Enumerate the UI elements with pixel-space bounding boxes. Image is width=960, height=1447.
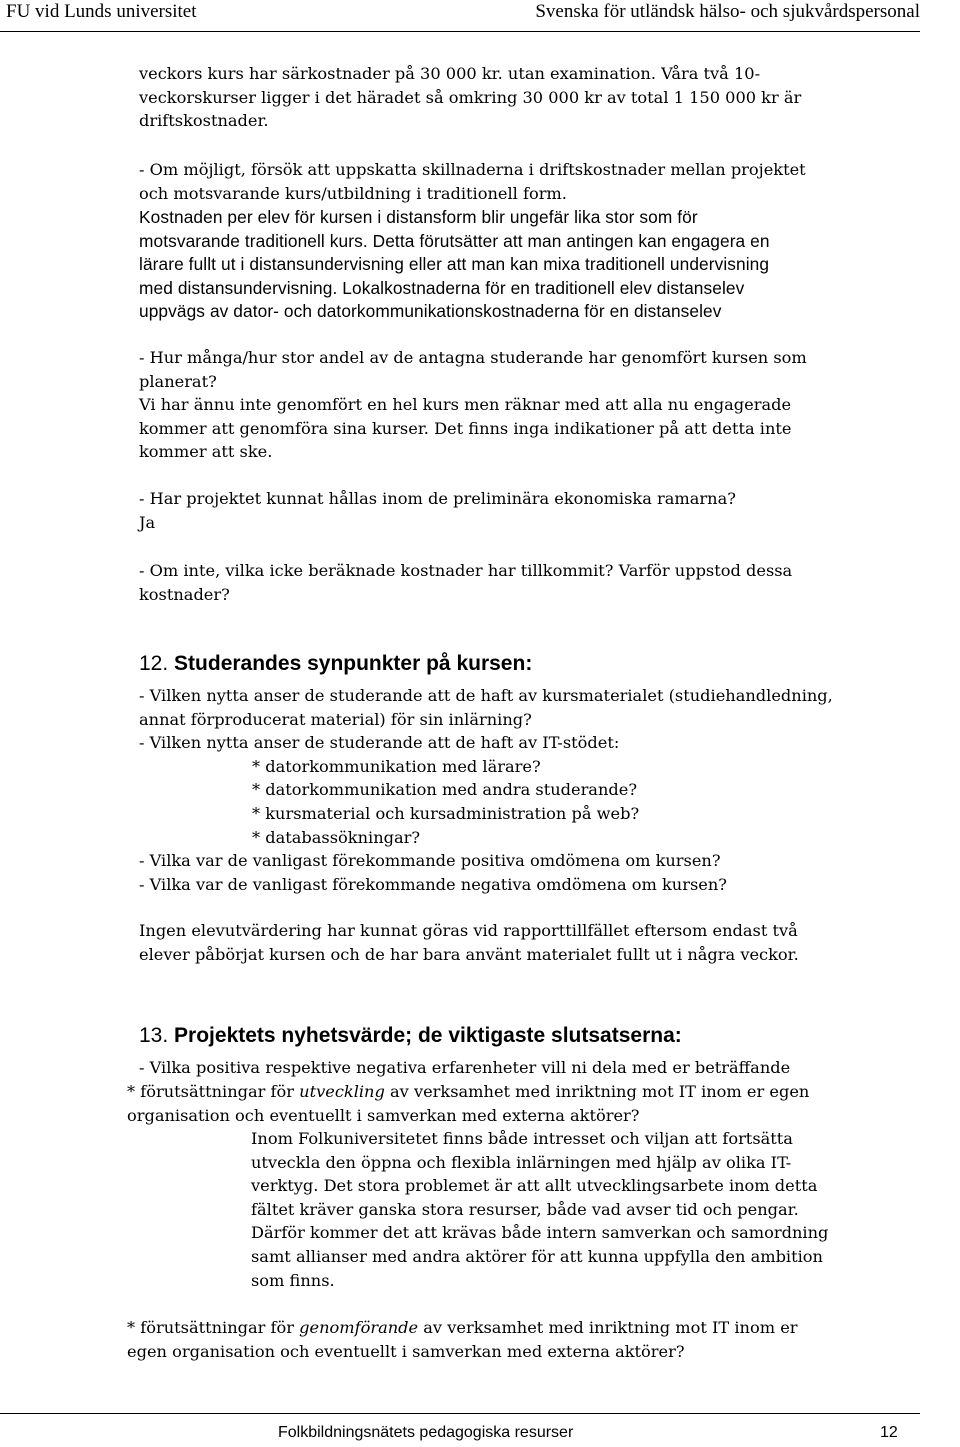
text-line: egen organisation och eventuellt i samverkan med externa aktörer? xyxy=(127,1341,685,1361)
text-line: och motsvarande kurs/utbildning i traditionell form. xyxy=(139,183,567,203)
text-line: Därför kommer det att krävas både intern samverkan och samordning xyxy=(251,1223,829,1243)
page-header xyxy=(0,0,960,32)
text-line: - Om inte, vilka icke beräknade kostnader har tillkommit? Varför uppstod dessa xyxy=(139,561,793,580)
text-line: - Vilken nytta anser de studerande att de haft av IT-stödet: xyxy=(139,733,620,753)
page-number: 12 xyxy=(880,1424,898,1441)
section-12-heading xyxy=(139,652,532,676)
section-13-heading xyxy=(139,1024,682,1048)
text-line: kommer att genomföra sina kurser. Det finns inga indikationer på att detta inte xyxy=(139,418,792,438)
section-13-answer xyxy=(251,1127,960,1292)
text-line: lärare fullt ut i distansundervisning eller att man kan mixa traditionell undervisning xyxy=(139,254,770,275)
text-fragment: * förutsättningar för xyxy=(127,1318,300,1337)
list-item: * datorkommunikation med lärare? xyxy=(252,756,541,776)
text-line: kommer att ske. xyxy=(139,442,273,462)
text-line: veckors kurs har särkostnader på 30 000 kr. utan examination. Våra två 10- xyxy=(139,64,761,83)
list-item: * databassökningar? xyxy=(252,827,421,847)
text-line: driftskostnader. xyxy=(139,111,269,131)
section-number: 13. xyxy=(139,1024,169,1047)
text-line: - Har projektet kunnat hållas inom de preliminära ekonomiska ramarna? xyxy=(139,489,736,508)
text-line: elever påbörjat kursen och de har bara använt materialet fullt ut i några veckor. xyxy=(139,944,799,964)
list-item: * datorkommunikation med andra studerande? xyxy=(252,780,638,800)
text-line: Inom Folkuniversitetet finns både intresset och viljan att fortsätta xyxy=(251,1129,793,1148)
answer-kostnad xyxy=(139,206,929,324)
text-fragment: med distansundervisning. xyxy=(139,277,343,298)
text-line xyxy=(127,1316,907,1340)
section-title: Projektets nyhetsvärde; de viktigaste slutsatserna: xyxy=(174,1024,682,1047)
text-line: - Vilken nytta anser de studerande att de haft av kursmaterialet (studiehandledning, xyxy=(139,686,833,705)
text-line: uppvägs av dator- och datorkommunikationskostnaderna för en distanselev xyxy=(139,301,722,322)
text-line xyxy=(139,230,929,254)
text-line: kostnader? xyxy=(139,584,230,604)
text-line: samt allianser med andra aktörer för att kunna uppfylla den ambition xyxy=(251,1246,823,1266)
text-fragment: av verksamhet med inriktning mot IT inom er egen xyxy=(384,1082,810,1101)
footer-text: Folkbildningsnätets pedagogiska resurser xyxy=(278,1424,574,1441)
text-fragment: * förutsättningar för xyxy=(127,1082,300,1101)
text-line: Vi har ännu inte genomfört en hel kurs men räknar med att alla nu engagerade xyxy=(139,395,792,415)
section-number: 12. xyxy=(139,652,169,675)
text-line: fältet kräver ganska stora resurser, både vad avser tid och pengar. xyxy=(251,1199,799,1219)
text-fragment: motsvarande traditionell kurs. xyxy=(139,230,373,251)
question-driftskostnader xyxy=(139,158,919,205)
text-line xyxy=(127,1080,907,1104)
text-line: - Vilka positiva respektive negativa erfarenheter vill ni dela med er beträffande xyxy=(139,1058,791,1077)
text-fragment: Lokalkostnaderna för en traditionell elev distanselev xyxy=(342,277,745,298)
intro-paragraph xyxy=(139,62,919,133)
text-line: - Vilka var de vanligast förekommande positiva omdömena om kursen? xyxy=(139,851,721,871)
text-line xyxy=(139,277,929,301)
text-line: verktyg. Det stora problemet är att allt utvecklingsarbete inom detta xyxy=(251,1176,818,1196)
header-rule xyxy=(0,31,920,32)
section-13-question-genomforande xyxy=(127,1316,907,1363)
text-fragment: Detta förutsätter att man antingen kan engagera en xyxy=(372,230,770,251)
header-course-title: Svenska för utländsk hälso- och sjukvårdspersonal xyxy=(535,1,920,22)
text-line: - Hur många/hur stor andel av de antagna studerande har genomfört kursen som xyxy=(139,348,807,367)
text-line: veckorskurser ligger i det häradet så omkring 30 000 kr av total 1 150 000 kr är xyxy=(139,87,802,107)
section-13-question-utveckling xyxy=(127,1080,907,1127)
text-line: - Vilka var de vanligast förekommande negativa omdömena om kursen? xyxy=(139,874,727,894)
footer-rule xyxy=(0,1413,920,1414)
section-title: Studerandes synpunkter på kursen: xyxy=(174,652,533,675)
section-12-questions xyxy=(139,684,919,896)
text-line: Ja xyxy=(139,512,156,532)
section-13-intro xyxy=(139,1056,919,1080)
text-line: - Om möjligt, försök att uppskatta skillnaderna i driftskostnader mellan projektet xyxy=(139,160,806,179)
header-institution: FU vid Lunds universitet xyxy=(6,1,197,22)
text-line: planerat? xyxy=(139,371,217,391)
question-ramarna xyxy=(139,487,919,534)
text-line: Ingen elevutvärdering har kunnat göras vid rapporttillfället eftersom endast två xyxy=(139,921,798,940)
text-line: utveckla den öppna och flexibla inlärningen med hjälp av olika IT- xyxy=(251,1152,792,1172)
section-12-answer xyxy=(139,919,919,966)
question-genomfort xyxy=(139,346,919,464)
emphasis-text: genomförande xyxy=(299,1318,419,1337)
text-line: Kostnaden per elev för kursen i distansform blir ungefär lika stor som för xyxy=(139,207,698,227)
text-fragment: av verksamhet med inriktning mot IT inom er xyxy=(418,1318,798,1337)
question-om-inte xyxy=(139,559,919,606)
text-line: annat förproducerat material) för sin inlärning? xyxy=(139,709,532,729)
emphasis-text: utveckling xyxy=(299,1082,385,1101)
text-line: organisation och eventuellt i samverkan med externa aktörer? xyxy=(127,1105,640,1125)
list-item: * kursmaterial och kursadministration på web? xyxy=(252,803,640,823)
text-line: som finns. xyxy=(251,1270,335,1290)
